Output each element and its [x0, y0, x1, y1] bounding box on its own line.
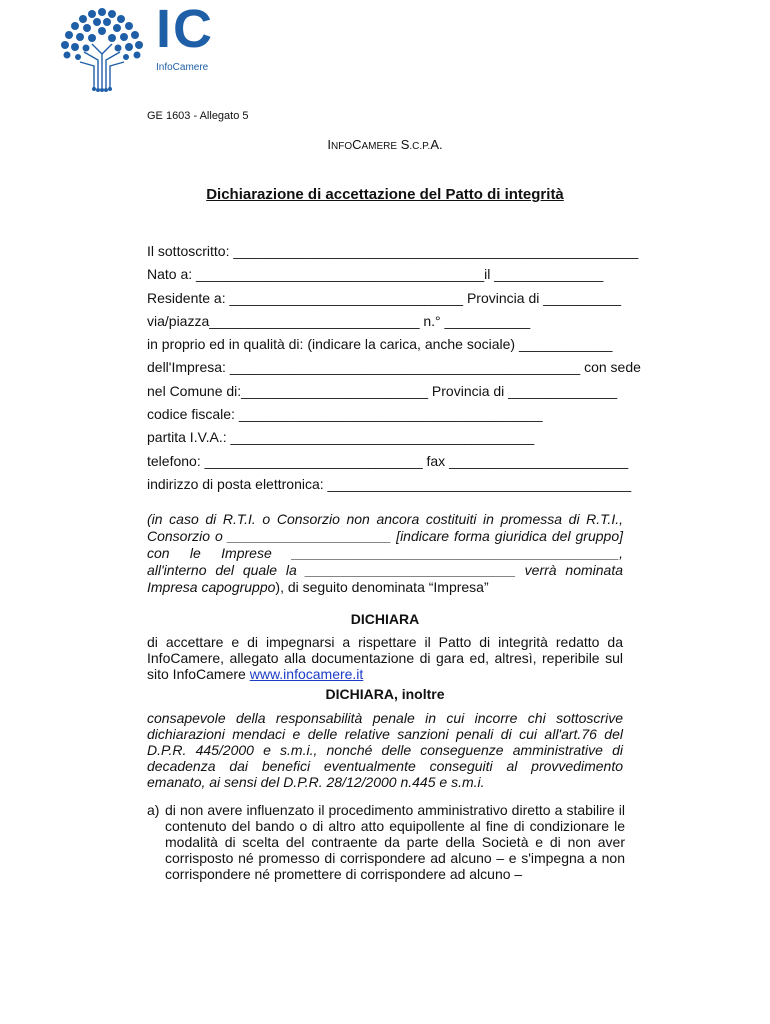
dichiara-inoltre-heading: DICHIARA, inoltre: [325, 686, 445, 702]
company-name: INFOCAMERE S.C.P.A.: [327, 137, 443, 152]
dichiara-text: di accettare e di impegnarsi a rispettare il Patto di integrità redatto da InfoCamere, allegato alla documentazione di gara ed, altresì, reperibile sul sito InfoCamere www.infocamere.it: [147, 634, 623, 682]
dichiara-heading: DICHIARA: [350, 611, 420, 627]
item-text: di non avere influenzato il procedimento amministrativo diretto a stabilire il contenuto del bando o di altro atto equipollente al fine di condizionare le modalità di scelta del contraente da parte della Società e di non aver corrisposto né promesso di corrispondere ad alcuno – e s'impegna a non corrispondere né promettere di corrispondere ad alcuno –: [165, 802, 625, 882]
field-impresa[interactable]: dell'Impresa: _____________________________________________ con sede: [147, 359, 641, 376]
declarant-form: [147, 240, 641, 496]
field-qualita[interactable]: in proprio ed in qualità di: (indicare la carica, anche sociale) ____________: [147, 336, 613, 353]
field-nato-a[interactable]: Nato a: _____________________________________il ______________: [147, 266, 604, 283]
field-codice-fiscale[interactable]: codice fiscale: _______________________________________: [147, 406, 543, 423]
field-comune[interactable]: nel Comune di:________________________ Provincia di ______________: [147, 382, 618, 399]
logo-ic-text: IC: [156, 0, 214, 59]
field-sottoscritto[interactable]: Il sottoscritto: ____________________________________________________: [147, 243, 639, 259]
infocamere-link[interactable]: www.infocamere.it: [249, 666, 364, 682]
document-reference: GE 1603 - Allegato 5: [147, 110, 249, 122]
field-via-piazza[interactable]: via/piazza___________________________ n.° ___________: [147, 312, 531, 329]
logo-name: InfoCamere: [156, 62, 209, 73]
tree-logo-icon: [56, 4, 148, 92]
field-partita-iva[interactable]: partita I.V.A.: _______________________________________: [147, 429, 535, 446]
rti-consortium-note: (in caso di R.T.I. o Consorzio non ancora costituiti in promessa di R.T.I., Consorzio o _____________________ [indicare forma giuridica del gruppo] con le Imprese __________________________________________, all'interno del quale la ___________________________ verrà nominata Impresa capogruppo), di seguito denominata “Impresa”: [147, 511, 623, 595]
document-title: Dichiarazione di accettazione del Patto di integrità: [206, 186, 564, 203]
infocamere-logo: [56, 0, 226, 92]
field-telefono-fax[interactable]: telefono: ____________________________ fax _______________________: [147, 452, 629, 469]
field-posta-elettronica[interactable]: indirizzo di posta elettronica: _______________________________________: [147, 475, 632, 492]
field-residente[interactable]: Residente a: ______________________________ Provincia di __________: [147, 289, 622, 306]
item-label: a): [147, 802, 160, 818]
list-item: [147, 802, 625, 882]
dichiara-inoltre-text: consapevole della responsabilità penale in cui incorre chi sottoscrive dichiarazioni mendaci e delle relative sanzioni penali di cui all'art.76 del D.P.R. 445/2000 e s.m.i., nonché delle conseguenze amministrative di decadenza dai benefici eventualmente conseguiti al provvedimento emanato, ai sensi del D.P.R. 28/12/2000 n.445 e s.m.i.: [147, 710, 623, 790]
